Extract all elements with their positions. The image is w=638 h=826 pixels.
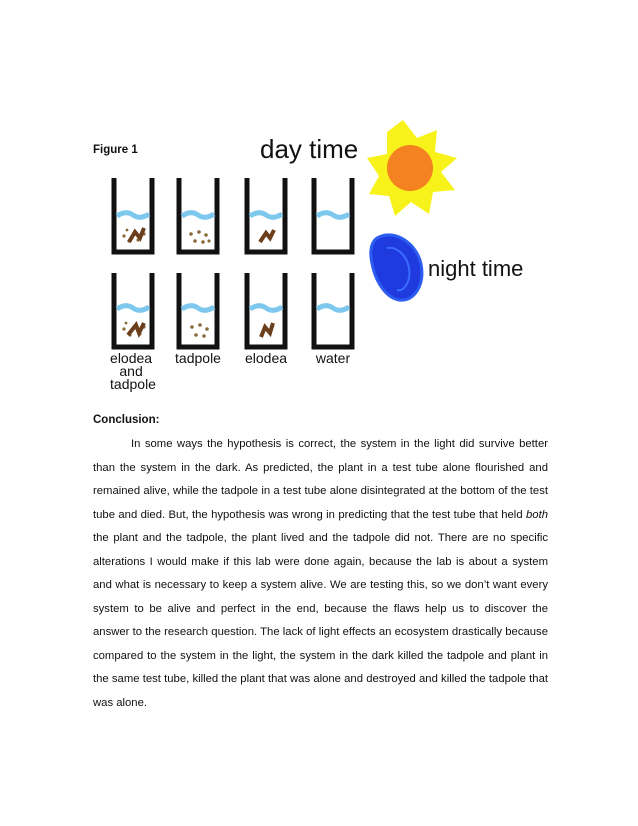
tube-label-tadpole: tadpole: [175, 350, 221, 366]
conclusion-body: [93, 433, 548, 715]
figure-1-illustration: [105, 108, 555, 403]
tube-label-elodea: elodea: [244, 350, 288, 366]
tube-label-elodea-and-tadpole: elodea and tadpole: [110, 350, 156, 392]
tube-day-tadpole: [179, 178, 217, 252]
figure-label: Figure 1: [93, 144, 138, 156]
tube-label-water: water: [315, 350, 351, 366]
conclusion-paragraph: In some ways the hypothesis is correct, the system in the light did survive better than the system in the dark. As predicted, the plant in a test tube alone flourished and remained alive, while the tadpole in a test tube alone disintegrated at the bottom of the test tube and died. But, the hypothesis was wrong in predicting that the test tube that held both the plant and the tadpole, the plant lived and the tadpole did not. There are no specific alterations I would make if this lab were done again, because the lab is about a system and what is necessary to keep a system alive. We are testing this, so we don’t want every system to be alive and perfect in the end, because the flaws help us to discover the answer to the research question. The lack of light effects an ecosystem drastically because compared to the system in the light, the system in the dark killed the tadpole and plant in the same test tube, killed the plant that was alone and destroyed and killed the tadpole that was alone.: [93, 438, 548, 709]
tube-night-water: [314, 273, 352, 347]
tube-day-elodea: [247, 178, 285, 252]
sun-icon: [367, 120, 457, 216]
tube-night-elodea-tadpole: [114, 273, 152, 347]
moon-icon: [371, 235, 422, 300]
conclusion-heading: Conclusion:: [93, 414, 160, 426]
emphasis-both: both: [526, 508, 548, 521]
night-time-label: night time: [428, 256, 524, 281]
tube-day-water: [314, 178, 352, 252]
day-time-label: day time: [260, 134, 359, 164]
tube-day-elodea-tadpole: [114, 178, 152, 252]
tube-night-elodea: [247, 273, 285, 347]
tube-night-tadpole: [179, 273, 217, 347]
